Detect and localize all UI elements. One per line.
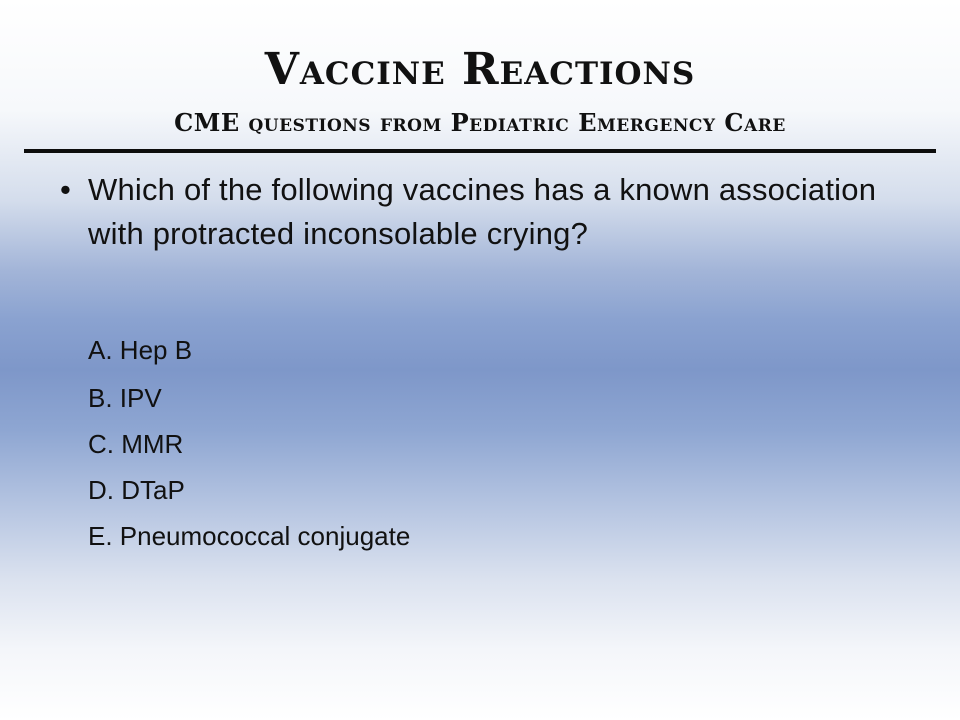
- option-d: D. DTaP: [88, 475, 185, 505]
- question-text: Which of the following vaccines has a known association with protracted inconsolable crying?: [88, 172, 877, 251]
- bullet-icon: •: [60, 172, 72, 207]
- slide-title: Vaccine Reactions: [264, 44, 696, 95]
- slide-subtitle: CME questions from Pediatric Emergency Care: [174, 108, 786, 137]
- option-a: A. Hep B: [88, 335, 193, 365]
- option-c: C. MMR: [88, 429, 184, 459]
- title-divider: [24, 149, 936, 153]
- option-b: B. IPV: [88, 383, 162, 413]
- option-e: E. Pneumococcal conjugate: [88, 521, 411, 551]
